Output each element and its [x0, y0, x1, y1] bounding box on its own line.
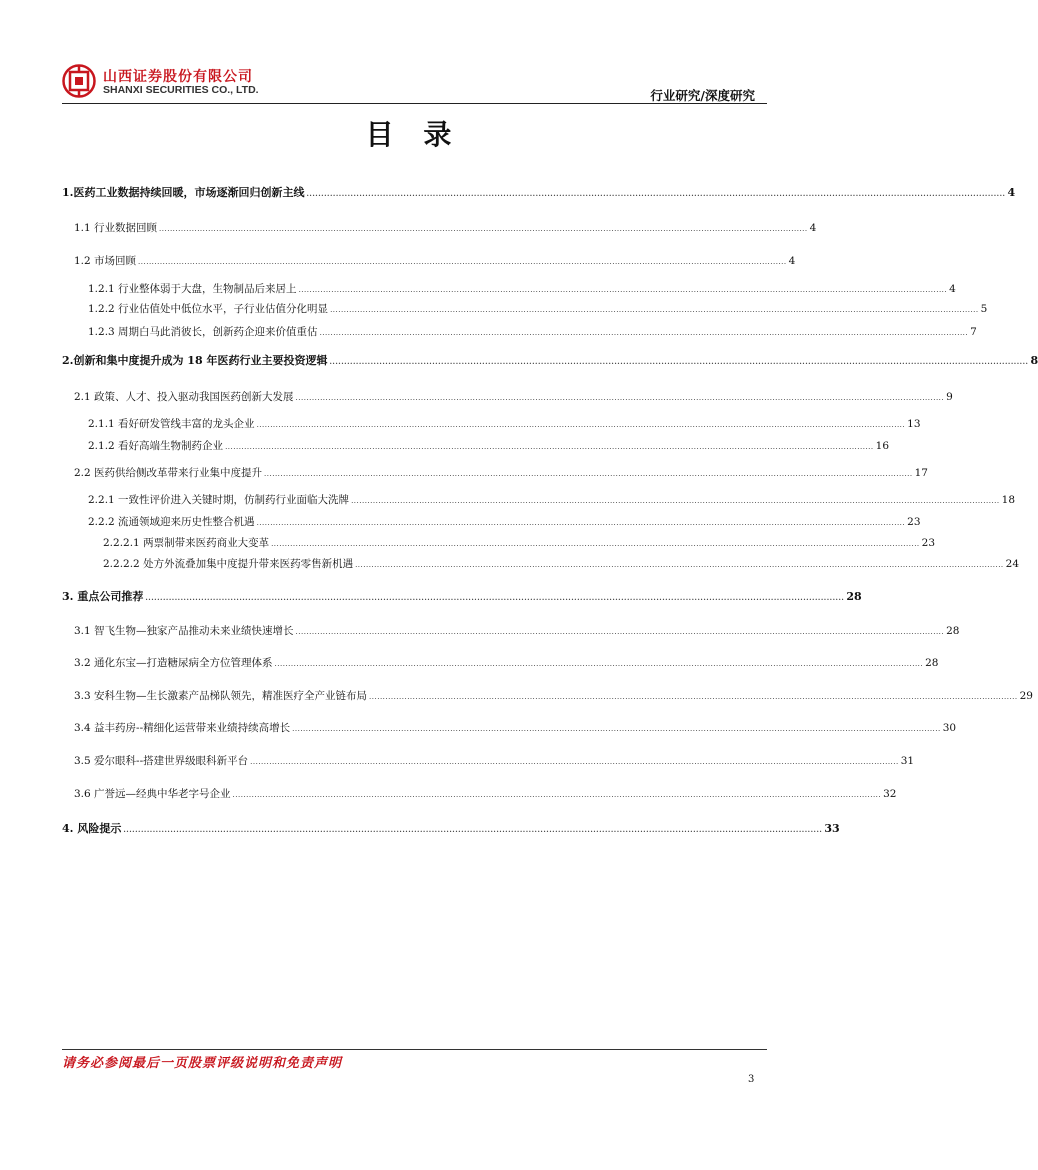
toc-entry-title: 2.1.2 看好高端生物制药企业: [88, 440, 224, 452]
toc-entry[interactable]: 3. 重点公司推荐 .............................................................................................................................................................................................................................................. 28: [62, 590, 862, 603]
toc-entry[interactable]: 2.2.2.2 处方外流叠加集中度提升带来医药零售新机遇 .............................................................................................................................................................................................................................................. 24: [103, 558, 1020, 570]
toc-entry-page: 32: [883, 788, 897, 800]
toc-entry-page: 9: [946, 391, 953, 403]
toc-entry-page: 24: [1005, 558, 1020, 570]
toc-entry-title: 2.2.2.1 两票制带来医药商业大变革: [103, 537, 270, 549]
toc-entry-title: 3.2 通化东宝—打造糖尿病全方位管理体系: [74, 657, 273, 669]
toc-entry[interactable]: 3.5 爱尔眼科--搭建世界级眼科新平台 .............................................................................................................................................................................................................................................. 31: [74, 755, 915, 767]
toc-entry[interactable]: 2.2.2.1 两票制带来医药商业大变革 .............................................................................................................................................................................................................................................. 23: [103, 537, 936, 549]
toc-entry[interactable]: 2.2.1 一致性评价进入关键时期，仿制药行业面临大洗牌 .............................................................................................................................................................................................................................................. 18: [88, 494, 1016, 506]
company-name-cn: 山西证券股份有限公司: [103, 69, 253, 85]
toc-entry-title: 4. 风险提示: [62, 822, 122, 835]
toc-entry-title: 1.2.3 周期白马此消彼长，创新药企迎来价值重估: [88, 326, 318, 338]
toc-entry-title: 3.3 安科生物—生长激素产品梯队领先，精准医疗全产业链布局: [74, 690, 368, 702]
toc-entry[interactable]: 3.2 通化东宝—打造糖尿病全方位管理体系 .............................................................................................................................................................................................................................................. 28: [74, 657, 939, 669]
toc-entry[interactable]: 3.1 智飞生物—独家产品推动未来业绩快速增长 .............................................................................................................................................................................................................................................. 28: [74, 625, 960, 637]
toc-entry-title: 2.2.2 流通领域迎来历史性整合机遇: [88, 516, 255, 528]
toc-entry[interactable]: 1.1 行业数据回顾 .............................................................................................................................................................................................................................................. 4: [74, 222, 817, 234]
toc-entry-title: 3.5 爱尔眼科--搭建世界级眼科新平台: [74, 755, 249, 767]
toc-entry-title: 1.1 行业数据回顾: [74, 222, 158, 234]
toc-entry-page: 23: [921, 537, 936, 549]
toc-entry-page: 18: [1001, 494, 1016, 506]
toc-entry-page: 17: [914, 467, 928, 479]
toc-entry[interactable]: 2.1.2 看好高端生物制药企业 .............................................................................................................................................................................................................................................. 16: [88, 440, 890, 452]
toc-entry-page: 30: [942, 722, 957, 734]
toc-entry[interactable]: 3.3 安科生物—生长激素产品梯队领先，精准医疗全产业链布局 .............................................................................................................................................................................................................................................. 29: [74, 690, 1033, 702]
header-divider: [62, 103, 767, 104]
toc-entry[interactable]: 1.医药工业数据持续回暖，市场逐渐回归创新主线 .............................................................................................................................................................................................................................................. 4: [62, 186, 1016, 199]
toc-entry[interactable]: 2.创新和集中度提升成为 18 年医药行业主要投资逻辑 .............................................................................................................................................................................................................................................. 8: [62, 354, 1038, 367]
toc-entry-page: 5: [980, 303, 988, 315]
toc-entry[interactable]: 1.2 市场回顾 .............................................................................................................................................................................................................................................. 4: [74, 255, 796, 267]
toc-entry-title: 3. 重点公司推荐: [62, 590, 144, 603]
toc-entry-title: 2.1.1 看好研发管线丰富的龙头企业: [88, 418, 255, 430]
toc-entry[interactable]: 2.2 医药供给侧改革带来行业集中度提升 .............................................................................................................................................................................................................................................. 17: [74, 467, 928, 479]
toc-entry-title: 1.2.1 行业整体弱于大盘，生物制品后来居上: [88, 283, 297, 295]
toc-entry-title: 3.6 广誉远—经典中华老字号企业: [74, 788, 231, 800]
toc-entry-page: 16: [875, 440, 890, 452]
toc-entry-page: 8: [1030, 354, 1038, 367]
page-title: 目 录: [365, 118, 462, 151]
toc-entry-page: 31: [900, 755, 915, 767]
toc-entry[interactable]: 3.4 益丰药房--精细化运营带来业绩持续高增长 .............................................................................................................................................................................................................................................. 30: [74, 722, 957, 734]
toc-entry-title: 1.2.2 行业估值处中低位水平，子行业估值分化明显: [88, 303, 329, 315]
toc-entry-page: 4: [1007, 186, 1016, 199]
toc-entry[interactable]: 2.1.1 看好研发管线丰富的龙头企业 .............................................................................................................................................................................................................................................. 13: [88, 418, 921, 430]
toc-entry-page: 4: [809, 222, 817, 234]
footer-divider: [62, 1049, 767, 1050]
toc-entry-title: 3.4 益丰药房--精细化运营带来业绩持续高增长: [74, 722, 291, 734]
disclaimer-note: 请务必参阅最后一页股票评级说明和免责声明: [62, 1056, 343, 1071]
toc-entry-page: 33: [824, 822, 840, 835]
toc-entry-page: 29: [1019, 690, 1033, 702]
toc-entry-title: 2.2 医药供给侧改革带来行业集中度提升: [74, 467, 263, 479]
toc-entry-page: 4: [788, 255, 796, 267]
toc-entry-page: 23: [907, 516, 921, 528]
page-number: 3: [748, 1074, 755, 1085]
toc-entry[interactable]: 1.2.3 周期白马此消彼长，创新药企迎来价值重估 .............................................................................................................................................................................................................................................. 7: [88, 326, 977, 338]
report-type: 行业研究/深度研究: [650, 88, 755, 103]
toc-entry-title: 2.2.2.2 处方外流叠加集中度提升带来医药零售新机遇: [103, 558, 354, 570]
toc-entry-title: 1.2 市场回顾: [74, 255, 137, 267]
toc-entry[interactable]: 2.2.2 流通领域迎来历史性整合机遇 .............................................................................................................................................................................................................................................. 23: [88, 516, 921, 528]
toc-entry-page: 28: [946, 625, 960, 637]
toc-entry-page: 4: [949, 283, 956, 295]
toc-entry-title: 1.医药工业数据持续回暖，市场逐渐回归创新主线: [62, 186, 305, 199]
toc-entry-page: 7: [970, 326, 977, 338]
shanxi-securities-logo-icon: [62, 64, 96, 98]
company-name-en: SHANXI SECURITIES CO., LTD.: [103, 84, 259, 96]
toc-entry-title: 3.1 智飞生物—独家产品推动未来业绩快速增长: [74, 625, 294, 637]
toc-entry[interactable]: 3.6 广誉远—经典中华老字号企业 .............................................................................................................................................................................................................................................. 32: [74, 788, 897, 800]
toc-entry-page: 13: [907, 418, 921, 430]
toc-entry-title: 2.1 政策、人才、投入驱动我国医药创新大发展: [74, 391, 294, 403]
toc-entry[interactable]: 2.1 政策、人才、投入驱动我国医药创新大发展 .............................................................................................................................................................................................................................................. 9: [74, 391, 953, 403]
toc-entry[interactable]: 4. 风险提示 .............................................................................................................................................................................................................................................. 33: [62, 822, 840, 835]
toc-entry-page: 28: [846, 590, 862, 603]
toc-entry[interactable]: 1.2.1 行业整体弱于大盘，生物制品后来居上 .............................................................................................................................................................................................................................................. 4: [88, 283, 956, 295]
toc-entry-title: 2.创新和集中度提升成为 18 年医药行业主要投资逻辑: [62, 354, 328, 367]
toc-entry-title: 2.2.1 一致性评价进入关键时期，仿制药行业面临大洗牌: [88, 494, 350, 506]
toc-entry-page: 28: [925, 657, 939, 669]
toc-entry[interactable]: 1.2.2 行业估值处中低位水平，子行业估值分化明显 .............................................................................................................................................................................................................................................. 5: [88, 303, 988, 315]
